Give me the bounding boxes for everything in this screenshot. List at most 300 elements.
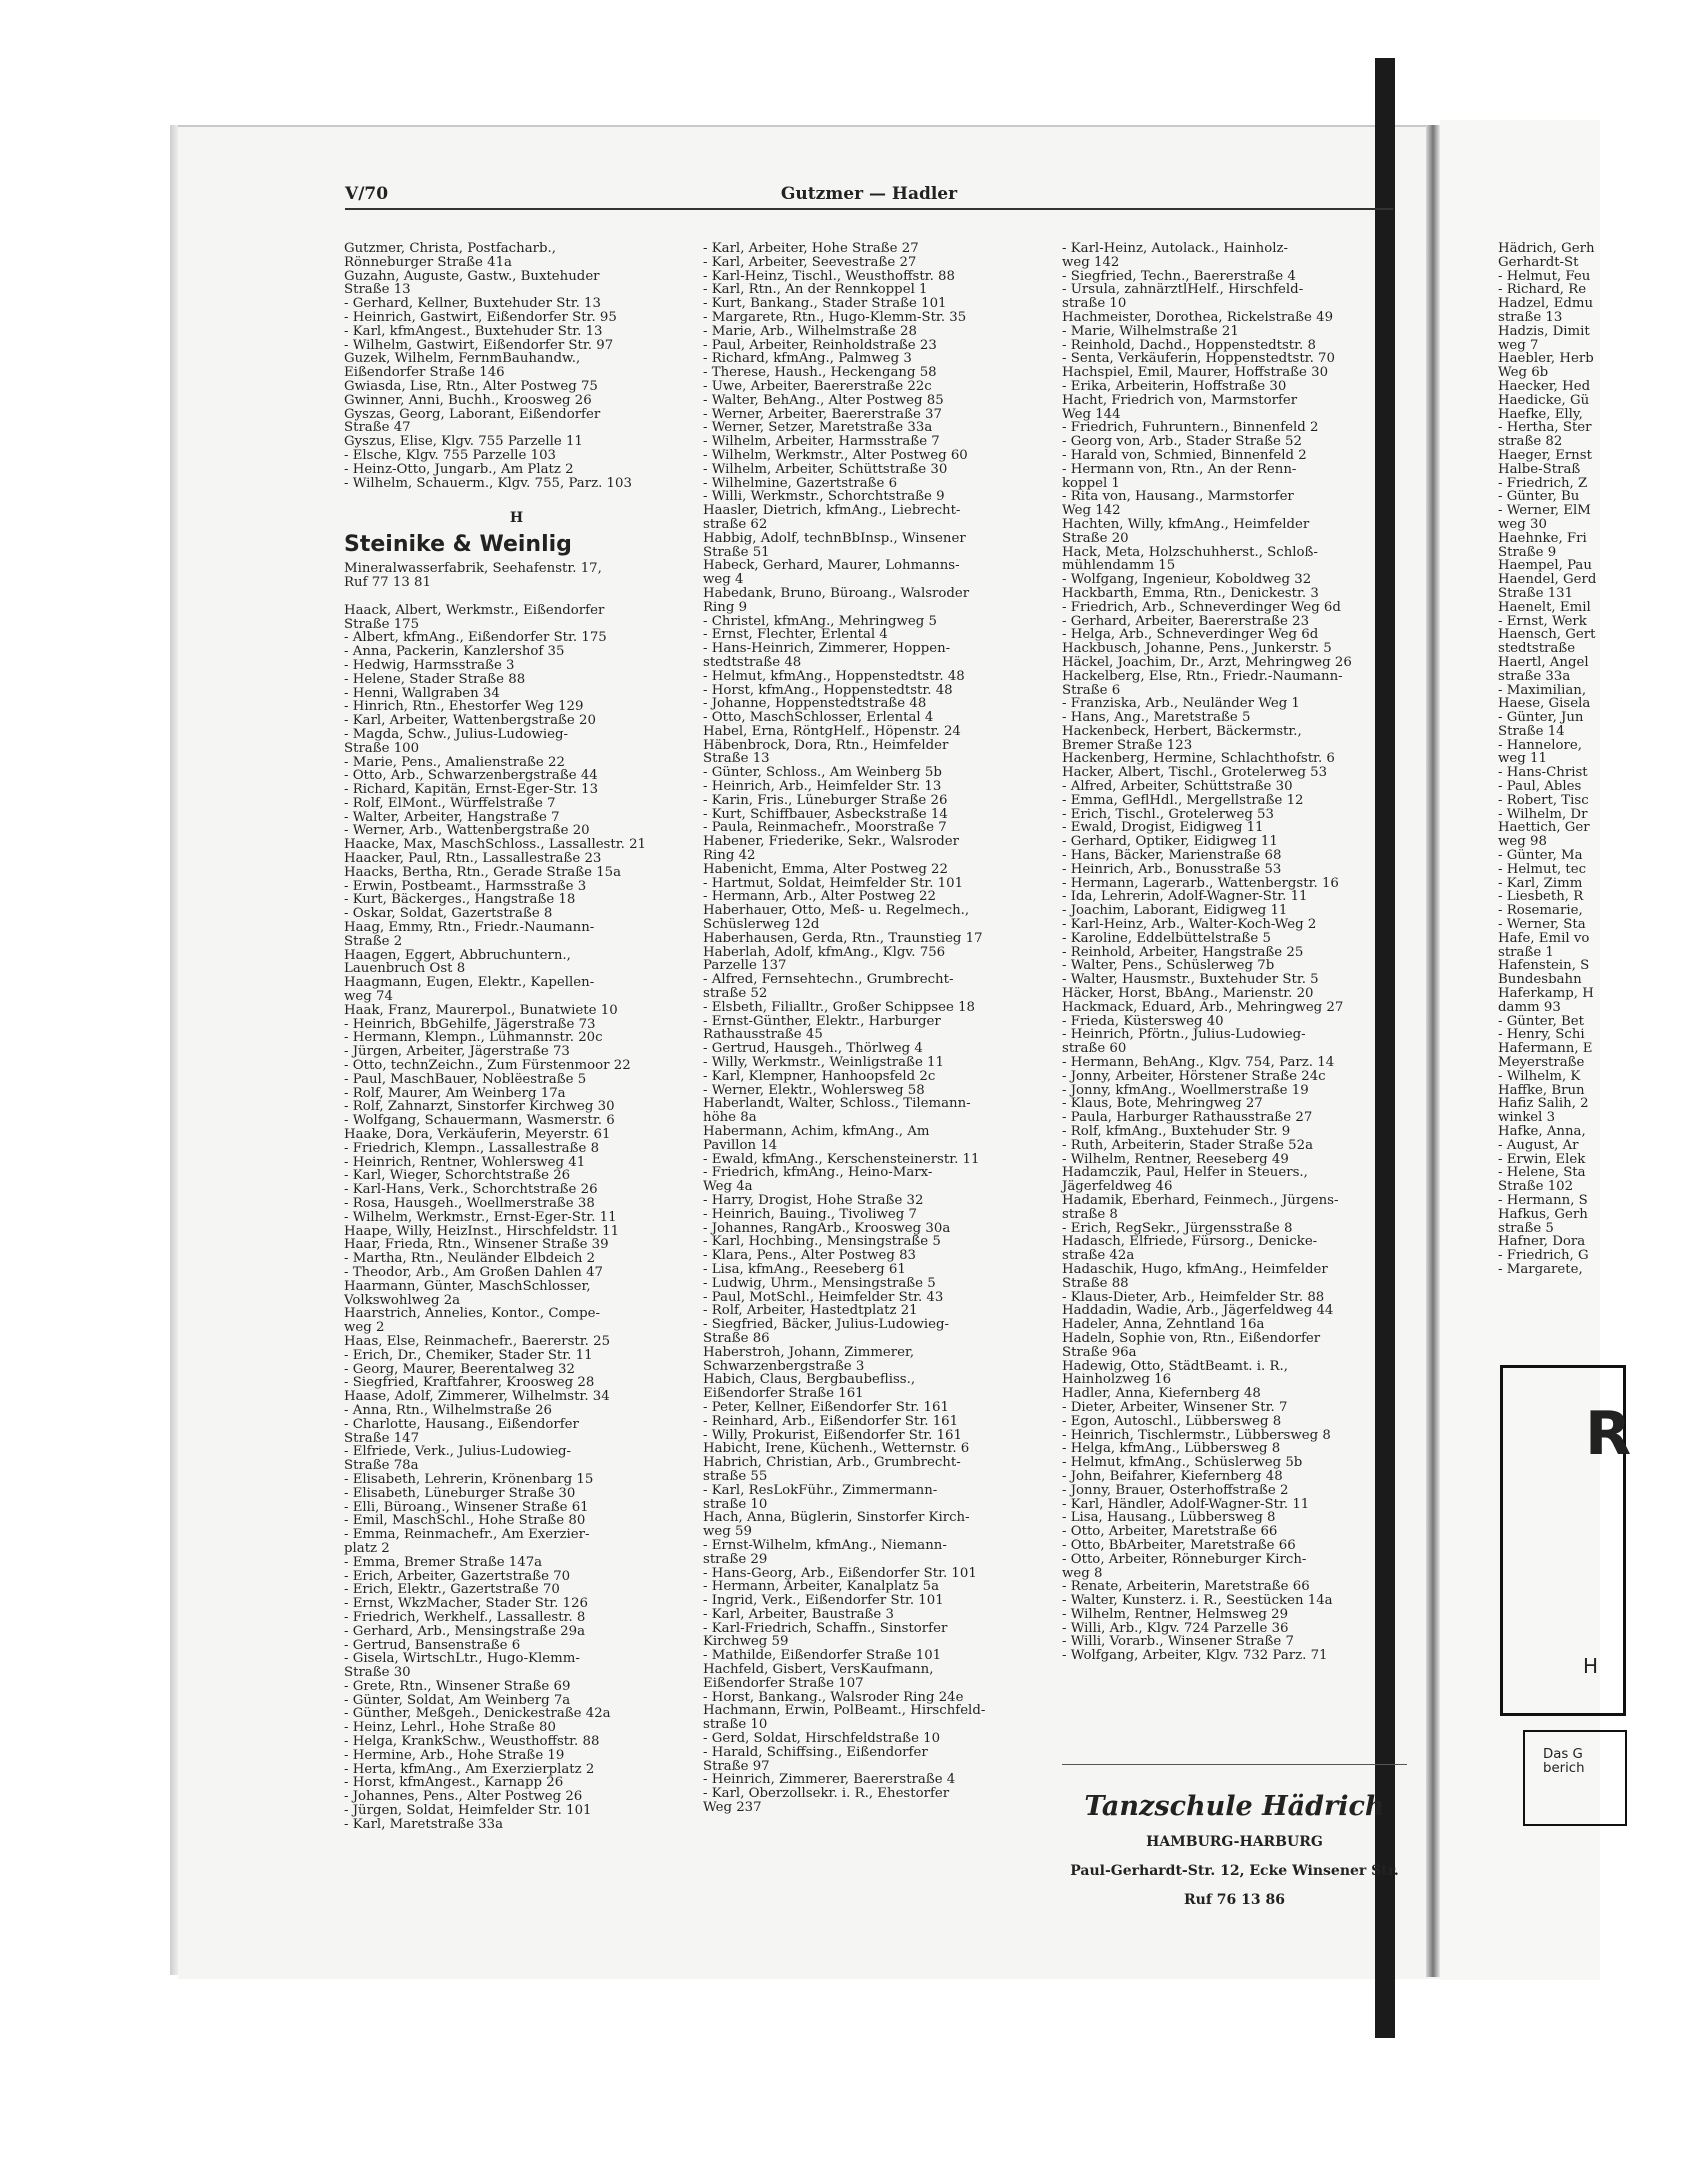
directory-entry: Haak, Franz, Maurerpol., Bunatwiete 10: [344, 1002, 618, 1018]
directory-entry: Weg 237: [703, 1800, 762, 1816]
directory-entry: Hafiz Salih, 2: [1498, 1096, 1589, 1112]
directory-entry: - Helmut, kfmAng., Schüslerweg 5b: [1062, 1455, 1303, 1471]
directory-entry: - Mathilde, Eißendorfer Straße 101: [703, 1648, 942, 1664]
directory-entry: - Oskar, Soldat, Gazertstraße 8: [344, 906, 553, 922]
directory-entry: Straße 47: [344, 420, 411, 436]
directory-entry: - Willy, Werkmstr., Weinligstraße 11: [703, 1055, 944, 1071]
directory-entry: Haensch, Gert: [1498, 627, 1596, 643]
advert-city: HAMBURG-HARBURG: [1146, 1834, 1323, 1850]
directory-entry: Haenelt, Emil: [1498, 599, 1591, 615]
directory-entry: - Anna, Packerin, Kanzlershof 35: [344, 644, 565, 660]
directory-entry: - John, Beifahrer, Kiefernberg 48: [1062, 1468, 1283, 1484]
directory-entry: - Karl-Heinz, Tischl., Weusthoffstr. 88: [703, 268, 955, 284]
directory-entry: - Hinrich, Rtn., Ehestorfer Weg 129: [344, 699, 584, 715]
directory-entry: - Kurt, Bäckerges., Hangstraße 18: [344, 892, 576, 908]
directory-entry: - Helene, Sta: [1498, 1165, 1586, 1181]
directory-entry: damm 93: [1498, 999, 1561, 1015]
directory-entry: Habich, Claus, Bergbaubefliss.,: [703, 1372, 916, 1388]
directory-entry: - Erich, Arbeiter, Gazertstraße 70: [344, 1568, 571, 1584]
directory-entry: - Günter, Ma: [1498, 848, 1583, 864]
directory-entry: - Friedrich, Arb., Schneverdinger Weg 6d: [1062, 599, 1341, 615]
directory-entry: - Helga, Arb., Schneverdinger Weg 6d: [1062, 627, 1319, 643]
directory-entry: weg 30: [1498, 516, 1547, 532]
directory-entry: - Magda, Schw., Julius-Ludowieg-: [344, 726, 568, 742]
directory-entry: - Georg, Maurer, Beerentalweg 32: [344, 1361, 575, 1377]
directory-entry: Haas, Else, Reinmachefr., Baererstr. 25: [344, 1333, 611, 1349]
directory-entry: - Werner, Arb., Wattenbergstraße 20: [344, 823, 590, 839]
directory-entry: - Wolfgang, Schauermann, Wasmerstr. 6: [344, 1113, 615, 1129]
directory-entry: - Otto, technZeichn., Zum Fürstenmoor 22: [344, 1058, 631, 1074]
directory-entry: Ring 42: [703, 848, 756, 864]
directory-entry: - Wilhelm, Arbeiter, Harmsstraße 7: [703, 434, 940, 450]
directory-entry: - Herta, kfmAng., Am Exerzierplatz 2: [344, 1761, 595, 1777]
directory-entry: - Walter, BehAng., Alter Postweg 85: [703, 392, 944, 408]
directory-entry: Jägerfeldweg 46: [1062, 1179, 1173, 1195]
directory-entry: Haacker, Paul, Rtn., Lassallestraße 23: [344, 851, 602, 867]
directory-entry: Haddadin, Wadie, Arb., Jägerfeldweg 44: [1062, 1303, 1334, 1319]
directory-entry: - Hans, Bäcker, Marienstraße 68: [1062, 848, 1282, 864]
firm-advert-line: Mineralwasserfabrik, Seehafenstr. 17,: [344, 561, 602, 577]
directory-entry: Hackenbeck, Herbert, Bäckermstr.,: [1062, 723, 1302, 739]
directory-entry: - Helene, Stader Straße 88: [344, 671, 526, 687]
directory-entry: - Albert, kfmAng., Eißendorfer Str. 175: [344, 630, 607, 646]
directory-entry: - Hans-Heinrich, Zimmerer, Hoppen-: [703, 641, 951, 657]
advert-box: [1523, 1730, 1627, 1826]
directory-entry: - Karl-Hans, Verk., Schorchtstraße 26: [344, 1182, 598, 1198]
directory-entry: Haasler, Dietrich, kfmAng., Liebrecht-: [703, 503, 961, 519]
directory-entry: - Paul, MaschBauer, Noblëestraße 5: [344, 1071, 587, 1087]
directory-entry: straße 62: [703, 516, 768, 532]
directory-entry: Kirchweg 59: [703, 1634, 789, 1650]
directory-entry: - Henni, Wallgraben 34: [344, 685, 500, 701]
directory-entry: - Friedrich, Werkhelf., Lassallestr. 8: [344, 1609, 586, 1625]
directory-entry: Pavillon 14: [703, 1137, 778, 1153]
directory-entry: - Friedrich, kfmAng., Heino-Marx-: [703, 1165, 933, 1181]
directory-entry: - Heinrich, Arb., Heimfelder Str. 13: [703, 779, 942, 795]
directory-entry: Rönneburger Straße 41a: [344, 254, 512, 270]
directory-entry: Gwiasda, Lise, Rtn., Alter Postweg 75: [344, 378, 598, 394]
directory-entry: Hafner, Dora: [1498, 1234, 1586, 1250]
directory-entry: - Wilhelm, Schauerm., Klgv. 755, Parz. 103: [344, 475, 632, 491]
directory-entry: Eißendorfer Straße 161: [703, 1386, 864, 1402]
directory-entry: - Ernst, WkzMacher, Stader Str. 126: [344, 1596, 588, 1612]
directory-entry: - Karl, Oberzollsekr. i. R., Ehestorfer: [703, 1786, 950, 1802]
directory-entry: Habeck, Gerhard, Maurer, Lohmanns-: [703, 558, 960, 574]
directory-entry: - Jonny, Brauer, Osterhoffstraße 2: [1062, 1482, 1289, 1498]
directory-entry: - Hans-Georg, Arb., Eißendorfer Str. 101: [703, 1565, 977, 1581]
directory-entry: - Willi, Werkmstr., Schorchtstraße 9: [703, 489, 945, 505]
directory-entry: Weg 4a: [703, 1179, 753, 1195]
directory-entry: - Frieda, Küstersweg 40: [1062, 1013, 1224, 1029]
directory-entry: - Elsbeth, Filialltr., Großer Schippsee 18: [703, 999, 976, 1015]
directory-entry: - Alfred, Fernsehtechn., Grumbrecht-: [703, 972, 954, 988]
directory-entry: - Helmut, Feu: [1498, 268, 1591, 284]
directory-entry: - Peter, Kellner, Eißendorfer Str. 161: [703, 1399, 949, 1415]
directory-entry: - Richard, Re: [1498, 282, 1587, 298]
directory-entry: - Elsche, Klgv. 755 Parzelle 103: [344, 447, 557, 463]
directory-entry: Straße 86: [703, 1330, 770, 1346]
directory-entry: straße 82: [1498, 434, 1563, 450]
directory-entry: - Walter, Kunsterz. i. R., Seestücken 14a: [1062, 1593, 1333, 1609]
directory-entry: - Friedrich, Fuhruntern., Binnenfeld 2: [1062, 420, 1319, 436]
directory-entry: Eißendorfer Straße 146: [344, 365, 505, 381]
directory-entry: Hafe, Emil vo: [1498, 930, 1590, 946]
directory-entry: - Heinrich, Arb., Bonusstraße 53: [1062, 861, 1282, 877]
directory-entry: Gutzmer, Christa, Postfacharb.,: [344, 241, 556, 256]
directory-entry: - Richard, Kapitän, Ernst-Eger-Str. 13: [344, 782, 599, 798]
directory-entry: stedtstraße 48: [703, 654, 802, 670]
directory-entry: Haertl, Angel: [1498, 654, 1589, 670]
page-header: [345, 184, 1393, 210]
directory-entry: Haape, Willy, HeizInst., Hirschfeldstr. 11: [344, 1223, 620, 1239]
directory-entry: Haarmann, Günter, MaschSchlosser,: [344, 1278, 591, 1294]
directory-entry: Haacke, Max, MaschSchloss., Lassallestr. 21: [344, 837, 646, 853]
directory-entry: Straße 131: [1498, 585, 1574, 601]
directory-entry: - Willi, Arb., Klgv. 724 Parzelle 36: [1062, 1620, 1289, 1636]
directory-entry: Weg 142: [1062, 503, 1121, 519]
directory-entry: - Senta, Verkäuferin, Hoppenstedtstr. 70: [1062, 351, 1335, 367]
directory-entry: Hack, Meta, Holzschuhherst., Schloß-: [1062, 544, 1318, 560]
directory-entry: - Uwe, Arbeiter, Baererstraße 22c: [703, 378, 932, 394]
directory-entry: Haempel, Pau: [1498, 558, 1592, 574]
directory-entry: Hadaschik, Hugo, kfmAng., Heimfelder: [1062, 1261, 1328, 1277]
directory-entry: - Gerhard, Arbeiter, Baererstraße 23: [1062, 613, 1310, 629]
directory-entry: - Helga, KrankSchw., Weusthoffstr. 88: [344, 1734, 600, 1750]
directory-entry: Haberstroh, Johann, Zimmerer,: [703, 1344, 915, 1360]
directory-entry: - Renate, Arbeiterin, Maretstraße 66: [1062, 1579, 1310, 1595]
advert-phone: Ruf 76 13 86: [1184, 1892, 1285, 1908]
directory-entry: platz 2: [344, 1540, 390, 1556]
advert-address: Paul-Gerhardt-Str. 12, Ecke Winsener Str.: [1070, 1863, 1399, 1879]
directory-entry: - Emma, Reinmachefr., Am Exerzier-: [344, 1527, 590, 1543]
directory-entry: Haake, Dora, Verkäuferin, Meyerstr. 61: [344, 1127, 611, 1143]
directory-entry: - Harry, Drogist, Hohe Straße 32: [703, 1192, 924, 1208]
firm-advert-name: Steinike & Weinlig: [344, 532, 572, 558]
directory-entry: - Marie, Pens., Amalienstraße 22: [344, 754, 565, 770]
directory-entry: straße 55: [703, 1468, 768, 1484]
directory-entry: - August, Ar: [1498, 1137, 1579, 1153]
directory-entry: - Heinrich, Tischlermstr., Lübbersweg 8: [1062, 1427, 1331, 1443]
directory-entry: - Heinrich, BbGehilfe, Jägerstraße 73: [344, 1016, 596, 1032]
directory-entry: Haferkamp, H: [1498, 986, 1594, 1002]
directory-entry: Straße 14: [1498, 723, 1565, 739]
advert-letter: R: [1585, 1399, 1632, 1469]
directory-entry: Haagen, Eggert, Abbruchuntern.,: [344, 947, 571, 963]
directory-entry: - Hermann von, Rtn., An der Renn-: [1062, 461, 1297, 477]
directory-entry: - Werner, Arbeiter, Baererstraße 37: [703, 406, 942, 422]
directory-entry: Haberlah, Adolf, kfmAng., Klgv. 756: [703, 944, 946, 960]
directory-entry: - Klaus, Bote, Mehringweg 27: [1062, 1096, 1263, 1112]
directory-entry: - Karl-Heinz, Arb., Walter-Koch-Weg 2: [1062, 917, 1317, 933]
directory-entry: Habel, Erna, RöntgHelf., Höpenstr. 24: [703, 723, 961, 739]
directory-entry: weg 7: [1498, 337, 1539, 353]
directory-entry: - Rosa, Hausgeh., Woellmerstraße 38: [344, 1196, 595, 1211]
directory-entry: straße 42a: [1062, 1248, 1135, 1264]
entry-list: [1062, 242, 1407, 1663]
directory-entry: - Helmut, tec: [1498, 861, 1587, 877]
directory-entry: - Heinz-Otto, Jungarb., Am Platz 2: [344, 461, 574, 477]
directory-entry: - Ursula, zahnärztlHelf., Hirschfeld-: [1062, 282, 1304, 298]
directory-entry: weg 98: [1498, 834, 1547, 850]
directory-entry: straße 5: [1498, 1220, 1554, 1236]
entry-list: [1498, 242, 1698, 1277]
directory-entry: straße 60: [1062, 1041, 1127, 1057]
directory-entry: Habener, Friederike, Sekr., Walsroder: [703, 834, 959, 850]
directory-entry: - Walter, Arbeiter, Hangstraße 7: [344, 809, 560, 825]
directory-entry: straße 29: [703, 1551, 768, 1567]
directory-entry: Haberlandt, Walter, Schloss., Tilemann-: [703, 1096, 971, 1112]
directory-entry: Hacht, Friedrich von, Marmstorfer: [1062, 392, 1298, 408]
directory-entry: - Charlotte, Hausang., Eißendorfer: [344, 1416, 579, 1432]
directory-entry: - Horst, kfmAng., Hoppenstedtstr. 48: [703, 682, 953, 698]
directory-entry: Hadzel, Edmu: [1498, 296, 1594, 312]
directory-entry: Hachfeld, Gisbert, VersKaufmann,: [703, 1662, 934, 1678]
directory-entry: Hädrich, Gerh: [1498, 241, 1595, 256]
directory-entry: Haag, Emmy, Rtn., Friedr.-Naumann-: [344, 920, 595, 936]
entry-list: [703, 242, 1048, 1815]
directory-entry: Haese, Gisela: [1498, 696, 1591, 712]
directory-entry: - Harald, Schiffsing., Eißendorfer: [703, 1744, 928, 1760]
directory-entry: - Wilhelmine, Gazertstraße 6: [703, 475, 898, 491]
directory-entry: - Karin, Fris., Lüneburger Straße 26: [703, 792, 948, 808]
directory-entry: - Gerhard, Optiker, Eidigweg 11: [1062, 834, 1278, 850]
directory-entry: Hackelberg, Else, Rtn., Friedr.-Naumann-: [1062, 668, 1343, 684]
directory-entry: Gerhardt-St: [1498, 254, 1579, 270]
directory-entry: Haagmann, Eugen, Elektr., Kapellen-: [344, 975, 595, 991]
directory-entry: Haeger, Ernst: [1498, 447, 1592, 463]
directory-entry: Hadewig, Otto, StädtBeamt. i. R.,: [1062, 1358, 1288, 1374]
directory-entry: Weg 144: [1062, 406, 1121, 422]
directory-entry: - Günter, Soldat, Am Weinberg 7a: [344, 1692, 571, 1708]
directory-entry: Weg 6b: [1498, 365, 1549, 381]
directory-entry: weg 142: [1062, 254, 1120, 270]
directory-entry: - Reinhold, Dachd., Hoppenstedtstr. 8: [1062, 337, 1316, 353]
directory-entry: - Hermann, Lagerarb., Wattenbergstr. 16: [1062, 875, 1339, 891]
directory-entry: - Jonny, Arbeiter, Hörstener Straße 24c: [1062, 1068, 1326, 1084]
page-fold: [1426, 125, 1440, 1977]
directory-entry: weg 2: [344, 1320, 385, 1336]
directory-entry: Hadler, Anna, Kiefernberg 48: [1062, 1386, 1261, 1402]
firm-advert-line: Ruf 77 13 81: [344, 574, 431, 590]
directory-entry: - Günter, Bet: [1498, 1013, 1585, 1029]
directory-entry: Ring 9: [703, 599, 748, 615]
directory-entry: - Erich, Dr., Chemiker, Stader Str. 11: [344, 1347, 593, 1363]
directory-entry: - Rosemarie,: [1498, 903, 1583, 919]
directory-entry: winkel 3: [1498, 1110, 1556, 1126]
directory-entry: - Emma, GeflHdl., Mergellstraße 12: [1062, 792, 1304, 808]
directory-entry: - Wilhelm, Arbeiter, Schüttstraße 30: [703, 461, 948, 477]
directory-entry: - Paul, Arbeiter, Reinholdstraße 23: [703, 337, 937, 353]
directory-entry: Häbenbrock, Dora, Rtn., Heimfelder: [703, 737, 949, 753]
directory-entry: - Marie, Wilhelmstraße 21: [1062, 323, 1239, 339]
directory-entry: - Horst, kfmAngest., Karnapp 26: [344, 1775, 564, 1791]
directory-entry: - Heinz, Lehrl., Hohe Straße 80: [344, 1720, 556, 1736]
directory-entry: - Anna, Rtn., Wilhelmstraße 26: [344, 1402, 553, 1418]
directory-entry: - Hertha, Ster: [1498, 420, 1592, 436]
advert-box: [1500, 1365, 1632, 1716]
page-number: V/70: [345, 184, 389, 204]
directory-entry: Straße 88: [1062, 1275, 1129, 1291]
directory-entry: - Ernst-Günther, Elektr., Harburger: [703, 1013, 941, 1029]
directory-entry: Haedicke, Gü: [1498, 392, 1590, 408]
directory-entry: - Karl-Friedrich, Schaffn., Sinstorfer: [703, 1620, 948, 1636]
directory-entry: - Jürgen, Soldat, Heimfelder Str. 101: [344, 1803, 592, 1819]
directory-entry: - Hermann, Klempn., Lühmannstr. 20c: [344, 1030, 603, 1046]
directory-entry: - Henry, Schi: [1498, 1027, 1585, 1043]
directory-entry: Haendel, Gerd: [1498, 572, 1597, 588]
directory-entry: Bremer Straße 123: [1062, 737, 1193, 753]
directory-entry: - Karl, Arbeiter, Seevestraße 27: [703, 254, 917, 270]
directory-entry: - Ernst, Werk: [1498, 613, 1587, 629]
directory-entry: Gyszas, Georg, Laborant, Eißendorfer: [344, 406, 601, 422]
directory-entry: - Werner, ElM: [1498, 503, 1591, 519]
directory-entry: - Karl, ResLokFühr., Zimmermann-: [703, 1482, 938, 1498]
advert-text: berich: [1543, 1760, 1585, 1776]
directory-entry: - Hannelore,: [1498, 737, 1582, 753]
directory-entry: Straße 13: [703, 751, 770, 767]
directory-entry: - Hans-Christ: [1498, 765, 1588, 781]
directory-entry: Haacks, Bertha, Rtn., Gerade Straße 15a: [344, 864, 622, 880]
directory-entry: - Hermann, BehAng., Klgv. 754, Parz. 14: [1062, 1055, 1335, 1071]
directory-entry: straße 1: [1498, 944, 1554, 960]
directory-entry: - Wilhelm, K: [1498, 1068, 1581, 1084]
directory-entry: Habenicht, Emma, Alter Postweg 22: [703, 861, 948, 877]
directory-entry: - Karl, Arbeiter, Hohe Straße 27: [703, 241, 919, 256]
directory-entry: - Johannes, Pens., Alter Postweg 26: [344, 1789, 583, 1805]
directory-entry: Guzek, Wilhelm, FernmBauhandw.,: [344, 351, 581, 367]
directory-entry: Hadeler, Anna, Zehntland 16a: [1062, 1317, 1265, 1333]
directory-entry: Hachmeister, Dorothea, Rickelstraße 49: [1062, 309, 1334, 325]
directory-entry: - Franziska, Arb., Neuländer Weg 1: [1062, 696, 1300, 712]
directory-entry: Habedank, Bruno, Büroang., Walsroder: [703, 585, 970, 601]
directory-entry: straße 8: [1062, 1206, 1118, 1222]
directory-entry: - Erika, Arbeiterin, Hoffstraße 30: [1062, 378, 1287, 394]
directory-entry: - Willy, Prokurist, Eißendorfer Str. 161: [703, 1427, 962, 1443]
directory-entry: - Ernst, Flechter, Erlental 4: [703, 627, 888, 643]
directory-entry: Bundesbahn: [1498, 972, 1582, 988]
directory-entry: straße 13: [1498, 309, 1563, 325]
directory-entry: Haack, Albert, Werkmstr., Eißendorfer: [344, 602, 605, 618]
directory-entry: - Dieter, Arbeiter, Winsener Str. 7: [1062, 1399, 1288, 1415]
directory-entry: Haberhausen, Gerda, Rtn., Traunstieg 17: [703, 930, 983, 946]
directory-entry: Straße 9: [1498, 544, 1557, 560]
directory-entry: Hackmack, Eduard, Arb., Mehringweg 27: [1062, 999, 1344, 1015]
directory-entry: Haecker, Hed: [1498, 378, 1591, 394]
directory-entry: - Emma, Bremer Straße 147a: [344, 1554, 543, 1570]
directory-entry: Volkswohlweg 2a: [344, 1292, 461, 1308]
advert-title: Tanzschule Hädrich: [1084, 1791, 1385, 1822]
advert-text: Das G: [1543, 1747, 1583, 1762]
directory-entry: - Karoline, Eddelbüttelstraße 5: [1062, 930, 1271, 946]
directory-entry: - Ludwig, Uhrm., Mensingstraße 5: [703, 1275, 936, 1291]
directory-entry: Hach, Anna, Büglerin, Sinstorfer Kirch-: [703, 1510, 970, 1526]
directory-entry: Straße 13: [344, 282, 411, 298]
directory-entry: Hacker, Albert, Tischl., Grotelerweg 53: [1062, 765, 1328, 781]
directory-entry: straße 10: [1062, 296, 1127, 312]
directory-entry: - Otto, MaschSchlosser, Erlental 4: [703, 710, 934, 726]
directory-entry: Gwinner, Anni, Buchh., Kroosweg 26: [344, 392, 592, 408]
directory-entry: - Gerhard, Kellner, Buxtehuder Str. 13: [344, 296, 601, 312]
directory-entry: Hafkus, Gerh: [1498, 1206, 1588, 1222]
directory-entry: Habermann, Achim, kfmAng., Am: [703, 1124, 930, 1139]
directory-entry: Haettich, Ger: [1498, 820, 1590, 836]
directory-entry: Haebler, Herb: [1498, 351, 1594, 367]
directory-entry: Hachmann, Erwin, PolBeamt., Hirschfeld-: [703, 1703, 986, 1719]
directory-entry: Straße 51: [703, 544, 770, 560]
directory-entry: - Gerhard, Arb., Mensingstraße 29a: [344, 1623, 586, 1639]
directory-entry: - Jonny, kfmAng., Woellmerstraße 19: [1062, 1082, 1309, 1098]
directory-entry: - Karl, Hochbing., Mensingstraße 5: [703, 1234, 941, 1250]
directory-column-1: [344, 242, 689, 1832]
directory-entry: - Robert, Tisc: [1498, 792, 1589, 808]
directory-entry: - Willi, Vorarb., Winsener Straße 7: [1062, 1634, 1294, 1650]
directory-entry: Haehnke, Fri: [1498, 530, 1587, 546]
directory-entry: - Richard, kfmAng., Palmweg 3: [703, 351, 912, 367]
directory-entry: - Erwin, Elek: [1498, 1151, 1586, 1167]
directory-entry: weg 8: [1062, 1565, 1103, 1581]
directory-entry: Gyszus, Elise, Klgv. 755 Parzelle 11: [344, 434, 583, 450]
directory-entry: Hadamik, Eberhard, Feinmech., Jürgens-: [1062, 1192, 1339, 1208]
directory-entry: - Ernst-Wilhelm, kfmAng., Niemann-: [703, 1537, 947, 1553]
directory-entry: - Friedrich, Z: [1498, 475, 1588, 491]
directory-entry: Straße 100: [344, 740, 420, 756]
directory-entry: Straße 147: [344, 1430, 420, 1446]
directory-entry: Hafermann, E: [1498, 1041, 1593, 1057]
directory-entry: - Christel, kfmAng., Mehringweg 5: [703, 613, 937, 629]
directory-entry: weg 11: [1498, 751, 1547, 767]
directory-entry: - Theodor, Arb., Am Großen Dahlen 47: [344, 1264, 603, 1280]
directory-entry: mühlendamm 15: [1062, 558, 1176, 574]
directory-entry: - Heinrich, Pförtn., Julius-Ludowieg-: [1062, 1027, 1306, 1043]
directory-entry: - Lisa, Hausang., Lübbersweg 8: [1062, 1510, 1276, 1526]
directory-entry: - Otto, Arbeiter, Maretstraße 66: [1062, 1524, 1278, 1540]
directory-entry: - Wilhelm, Dr: [1498, 806, 1588, 822]
directory-entry: - Karl, Händler, Adolf-Wagner-Str. 11: [1062, 1496, 1310, 1512]
directory-entry: Hafenstein, S: [1498, 958, 1590, 974]
directory-column-3: [1062, 242, 1407, 1663]
directory-entry: Rathausstraße 45: [703, 1027, 823, 1043]
directory-entry: straße 33a: [1498, 668, 1571, 684]
directory-entry: - Erwin, Postbeamt., Harmsstraße 3: [344, 878, 587, 894]
directory-entry: - Heinrich, Rentner, Wohlersweg 41: [344, 1154, 586, 1170]
directory-entry: Schwarzenbergstraße 3: [703, 1358, 865, 1374]
directory-entry: - Wilhelm, Werkmstr., Alter Postweg 60: [703, 447, 968, 463]
next-page-fragment: [1440, 120, 1632, 1980]
directory-entry: - Kurt, Bankang., Stader Straße 101: [703, 296, 947, 312]
directory-entry: - Karl, Rtn., An der Rennkoppel 1: [703, 282, 928, 298]
directory-column-2: [703, 242, 1048, 1815]
directory-entry: - Siegfried, Bäcker, Julius-Ludowieg-: [703, 1317, 949, 1333]
directory-entry: Haberhauer, Otto, Meß- u. Regelmech.,: [703, 903, 970, 919]
directory-entry: - Helmut, kfmAng., Hoppenstedtstr. 48: [703, 668, 965, 684]
directory-entry: weg 4: [703, 572, 744, 588]
directory-entry: - Otto, BbArbeiter, Maretstraße 66: [1062, 1537, 1296, 1553]
directory-entry: - Wilhelm, Gastwirt, Eißendorfer Str. 97: [344, 337, 614, 353]
directory-entry: Habicht, Irene, Küchenh., Wetternstr. 6: [703, 1441, 970, 1457]
directory-entry: - Otto, Arb., Schwarzenbergstraße 44: [344, 768, 598, 784]
directory-entry: Eißendorfer Straße 107: [703, 1675, 864, 1691]
directory-entry: Haffke, Brun: [1498, 1082, 1585, 1098]
directory-entry: - Lisa, kfmAng., Reeseberg 61: [703, 1261, 906, 1277]
directory-entry: straße 52: [703, 986, 768, 1002]
directory-entry: - Siegfried, Kraftfahrer, Kroosweg 28: [344, 1375, 595, 1391]
directory-entry: Straße 20: [1062, 530, 1129, 546]
directory-entry: - Wilhelm, Werkmstr., Ernst-Eger-Str. 11: [344, 1209, 617, 1225]
entry-list: [344, 242, 689, 490]
directory-entry: Straße 6: [1062, 682, 1121, 698]
directory-entry: koppel 1: [1062, 475, 1120, 491]
directory-entry: - Karl, Zimm: [1498, 875, 1583, 891]
